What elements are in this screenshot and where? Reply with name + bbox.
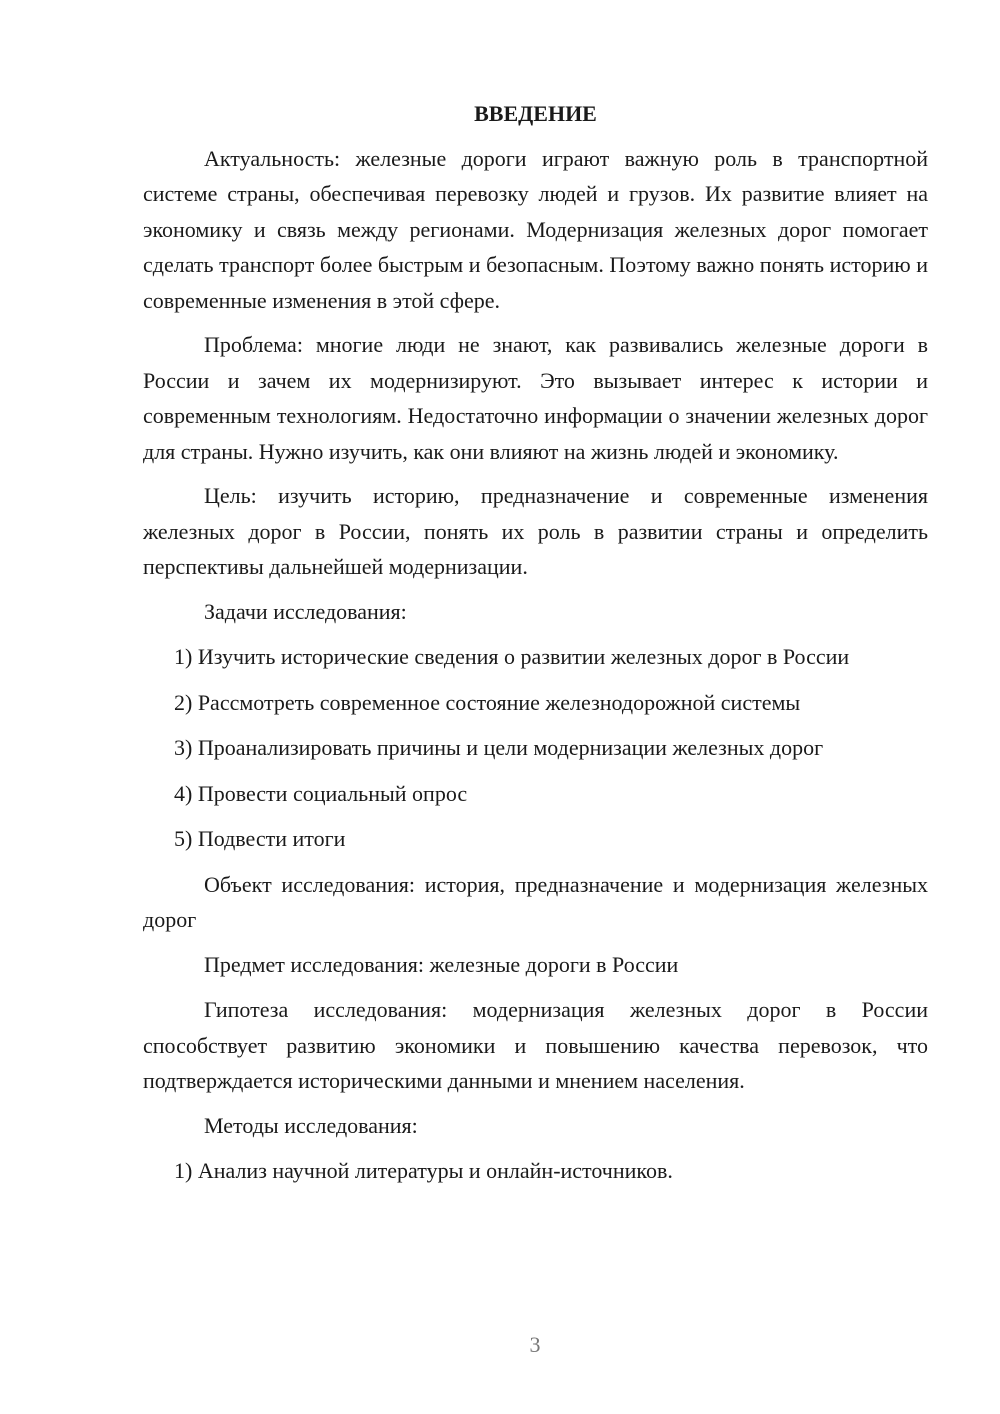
method-item: 1) Анализ научной литературы и онлайн-источников. [174, 1158, 673, 1183]
task-item: 4) Провести социальный опрос [174, 780, 468, 806]
page-number: 3 [529, 1332, 541, 1357]
subject-paragraph: Предмет исследования: железные дороги в России [204, 951, 679, 977]
methods-heading: Методы исследования: [204, 1112, 418, 1138]
goal-paragraph: Цель: изучить историю, предназначение и современные изменения железных дорог в России, понять их роль в развитии страны и определить перспективы дальнейшей модернизации. [143, 483, 928, 579]
task-item: 1) Изучить исторические сведения о развитии железных дорог в России [174, 644, 850, 669]
problem-paragraph: Проблема: многие люди не знают, как развивались железные дороги в России и зачем их модернизируют. Это вызывает интерес к истории и современным технологиям. Недостаточно информации о значении железных дорог для страны. Нужно изучить, как они влияют на жизнь людей и экономику. [143, 332, 928, 464]
section-title: ВВЕДЕНИЕ [474, 101, 597, 126]
relevance-paragraph: Актуальность: железные дороги играют важную роль в транспортной системе страны, обеспечивая перевозку людей и грузов. Их развитие влияет на экономику и связь между регионами. Модернизация железных дорог помогает сделать транспорт более быстрым и безопасным. Поэтому важно понять историю и современные изменения в этой сфере. [143, 145, 928, 313]
tasks-heading: Задачи исследования: [204, 598, 407, 624]
task-item: 5) Подвести итоги [174, 826, 346, 851]
document-page [143, 96, 928, 1199]
task-item: 2) Рассмотреть современное состояние железнодорожной системы [174, 689, 801, 715]
hypothesis-paragraph: Гипотеза исследования: модернизация железных дорог в России способствует развитию экономики и повышению качества перевозок, что подтверждается историческими данными и мнением населения. [143, 997, 928, 1093]
task-item: 3) Проанализировать причины и цели модернизации железных дорог [174, 735, 824, 760]
object-paragraph: Объект исследования: история, предназначение и модернизация железных дорог [143, 871, 928, 932]
